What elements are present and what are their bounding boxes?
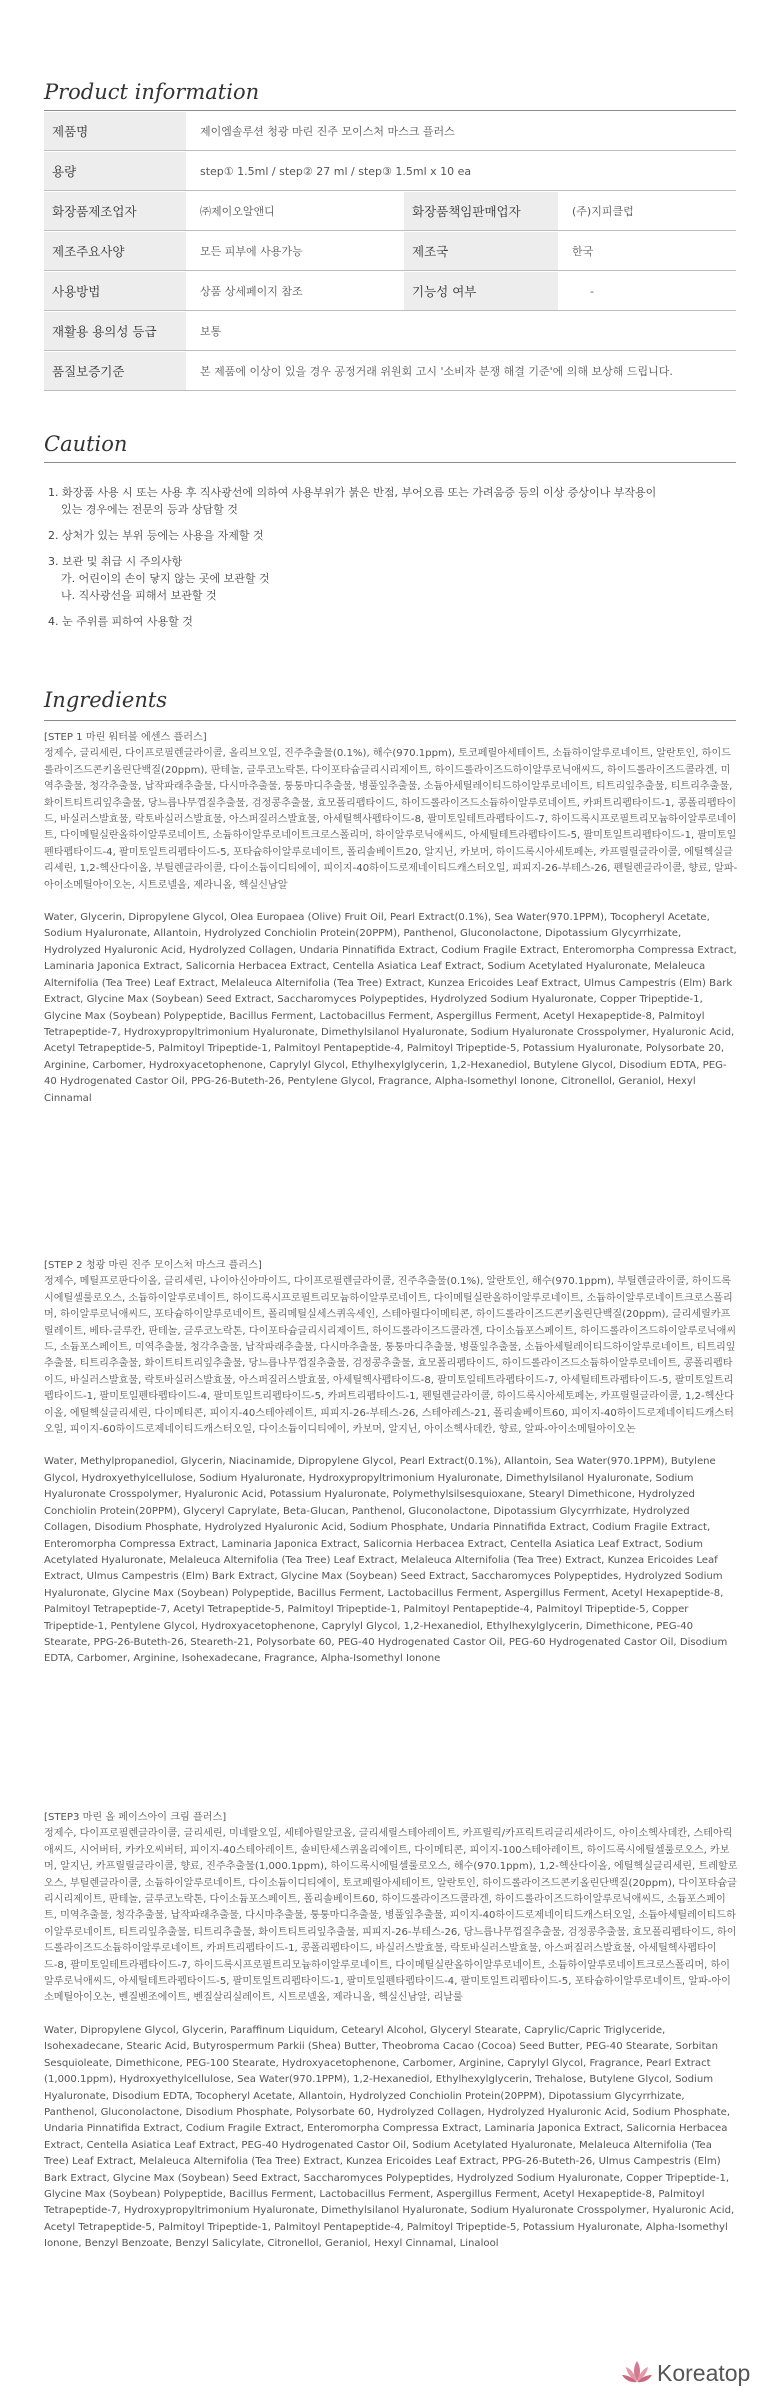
ingredients-step2	[44, 1258, 738, 1668]
koreatop-logo	[621, 2359, 750, 2387]
caution-item	[48, 613, 738, 630]
divider	[44, 230, 736, 231]
caution-item	[48, 484, 738, 518]
label-product-name: 제품명	[44, 112, 186, 150]
caution-item	[48, 527, 738, 544]
divider	[44, 270, 736, 271]
label-spec: 제조주요사양	[44, 232, 186, 270]
ingredients-en: Water, Glycerin, Dipropylene Glycol, Olea Europaea (Olive) Fruit Oil, Pearl Extract(0.1%), Sea Water(970.1PPM), Tocopheryl Acetate, Sodium Hyaluronate, Allantoin, Hydrolyzed Conchiolin Protein(20PPM), Panthenol, Gluconolactone, Dipotassium Glycyrrhizate, Hydrolyzed Hyaluronic Acid, Hydrolyzed Collagen, Undaria Pinnatifida Extract, Codium Fragile Extract, Enteromorpha Compressa Extract, Laminaria Japonica Extract, Salicornia Herbacea Extract, Centella Asiatica Leaf Extract, Sodium Acetylated Hyaluronate, Melaleuca Alternifolia (Tea Tree) Leaf Extract, Melaleuca Alternifolia (Tea Tree) Extract, Kunzea Ericoides Leaf Extract, Ulmus Campestris (Elm) Bark Extract, Glycine Max (Soybean) Seed Extract, Saccharomyces Polypeptides, Hydrolyzed Sodium Hyaluronate, Copper Tripeptide-1, Glycine Max (Soybean) Polypeptide, Bacillus Ferment, Lactobacillus Ferment, Aspergillus Ferment, Acetyl Hexapeptide-8, Palmitoyl Tetrapeptide-7, Hydroxypropyltrimonium Hyaluronate, Dimethylsilanol Hyaluronate, Sodium Hyaluronate Crosspolymer, Hyaluronic Acid, Acetyl Tetrapeptide-5, Palmitoyl Tripeptide-1, Palmitoyl Pentapeptide-4, Palmitoyl Tripeptide-5, Potassium Hyaluronate, Polysorbate 20, Arginine, Carbomer, Hydroxyacetophenone, Caprylyl Glycol, Ethylhexylglycerin, 1,2-Hexanediol, Butylene Glycol, Disodium EDTA, PEG-40 Hydrogenated Castor Oil, PPG-26-Buteth-26, Pentylene Glycol, Fragrance, Alpha-Isomethyl Ionone, Citronellol, Geraniol, Hexyl Cinnamal	[44, 912, 737, 1104]
value-spec: 모든 피부에 사용가능	[200, 245, 303, 258]
caution-text: 3. 보관 및 취급 시 주의사항	[48, 555, 183, 568]
step-heading: [STEP 1 마린 워터볼 에센스 플러스]	[44, 732, 207, 743]
value-functional: -	[590, 284, 594, 298]
ingredients-title: Ingredients	[44, 688, 168, 712]
ingredients-ko: 정제수, 글리세린, 다이프로필렌글라이콜, 올리브오일, 진주추출물(0.1%), 해수(970.1ppm), 토코페릴아세테이트, 소듐하이알루로네이트, 알란토인, 하이드롤라이즈드콘키올린단백질(20ppm), 판테놀, 글루코노락톤, 다이포타슘글리시리제이트, 하이드롤라이즈드하이알루로닉애씨드, 하이드롤라이즈드콜라겐, 미역추출물, 청각추출물, 납작파래추출물, 다시마추출물, 퉁퉁마디추출물, 병풀잎추출물, 소듐아세틸레이티드하이알루로네이트, 티트리잎추출물, 티트리추출물, 화이트티트리잎추출물, 당느릅나무껍질추출물, 검정콩추출물, 효모폴리펩타이드, 하이드롤라이즈드소듐하이알루로네이트, 카퍼트리펩타이드-1, 콩폴리펩타이드, 바실러스발효물, 락토바실러스발효물, 아스퍼질러스발효물, 아세틸헥사펩타이드-8, 팔미토일테트라펩타이드-7, 하이드록시프로필트리모늄하이알루로네이트, 다이메틸실란올하이알루로네이트, 소듐하이알루로네이트크로스폴리머, 하이알루로닉애씨드, 아세틸테트라펩타이드-5, 팔미토일트리펩타이드-1, 팔미토일펜타펩타이드-4, 팔미토일트리펩타이드-5, 포타슘하이알루로네이트, 폴리솔베이트20, 알지닌, 카보머, 하이드록시아세토페논, 카프릴릴글라이콜, 에틸헥실글리세린, 1,2-헥산다이올, 부틸렌글라이콜, 다이소듐이디티에이, 피이지-40하이드로제네이티드캐스터오일, 피피지-26-부테스-26, 펜틸렌글라이콜, 향료, 알파-아이소메틸아이오논, 시트로넬올, 제라니올, 헥실신남알	[44, 748, 738, 891]
divider	[44, 110, 736, 111]
caution-title: Caution	[44, 432, 128, 456]
label-usage: 사용방법	[44, 272, 186, 310]
label-distributor: 화장품책임판매업자	[404, 192, 558, 230]
value-distributor: (주)지피클럽	[572, 205, 634, 218]
ingredients-step3	[44, 1810, 738, 2253]
lotus-icon	[621, 2359, 653, 2387]
value-quality: 본 제품에 이상이 있을 경우 공정거래 위원회 고시 '소비자 분쟁 해결 기준'에 의해 보상해 드립니다.	[200, 365, 673, 378]
caution-text: 1. 화장품 사용 시 또는 사용 후 직사광선에 의하여 사용부위가 붉은 반점, 부어오름 또는 가려움증 등의 이상 증상이나 부작용이	[48, 486, 657, 499]
logo-text: Koreatop	[657, 2359, 751, 2386]
caution-list	[48, 484, 738, 639]
label-functional: 기능성 여부	[404, 272, 558, 310]
value-recycle: 보통	[200, 325, 222, 338]
value-product-name: 제이엠솔루션 청광 마린 진주 모이스처 마스크 플러스	[200, 125, 455, 138]
label-volume: 용량	[44, 152, 186, 190]
ingredients-step1	[44, 730, 738, 1107]
ingredients-en: Water, Dipropylene Glycol, Glycerin, Paraffinum Liquidum, Cetearyl Alcohol, Glyceryl Stearate, Caprylic/Capric Triglyceride, Isohexadecane, Stearic Acid, Butyrospermum Parkii (Shea) Butter, Theobroma Cacao (Cocoa) Seed Butter, PEG-40 Stearate, Sorbitan Sesquioleate, Dimethicone, PEG-100 Stearate, Hydroxyacetophenone, Carbomer, Arginine, Caprylyl Glycol, Fragrance, Pearl Extract (1,000.1ppm), Hydroxyethylcellulose, Sea Water(970.1PPM), 1,2-Hexanediol, Ethylhexylglycerin, Trehalose, Butylene Glycol, Sodium Hyaluronate, Disodium EDTA, Tocopheryl Acetate, Allantoin, Hydrolyzed Conchiolin Protein(20PPM), Dipotassium Glycyrrhizate, Panthenol, Gluconolactone, Disodium Phosphate, Polysorbate 60, Hydrolyzed Collagen, Hydrolyzed Hyaluronic Acid, Sodium Phosphate, Undaria Pinnatifida Extract, Codium Fragile Extract, Enteromorpha Compressa Extract, Laminaria Japonica Extract, Salicornia Herbacea Extract, Centella Asiatica Leaf Extract, PEG-40 Hydrogenated Castor Oil, Sodium Acetylated Hyaluronate, Melaleuca Alternifolia (Tea Tree) Leaf Extract, Melaleuca Alternifolia (Tea Tree) Extract, Kunzea Ericoides Leaf Extract, PPG-26-Buteth-26, Ulmus Campestris (Elm) Bark Extract, Glycine Max (Soybean) Seed Extract, Saccharomyces Polypeptides, Hydrolyzed Sodium Hyaluronate, Copper Tripeptide-1, Glycine Max (Soybean) Polypeptide, Bacillus Ferment, Lactobacillus Ferment, Aspergillus Ferment, Acetyl Hexapeptide-8, Palmitoyl Tetrapeptide-7, Hydroxypropyltrimonium Hyaluronate, Dimethylsilanol Hyaluronate, Sodium Hyaluronate Crosspolymer, Hyaluronic Acid, Acetyl Tetrapeptide-5, Palmitoyl Tripeptide-1, Palmitoyl Pentapeptide-4, Palmitoyl Tripeptide-5, Potassium Hyaluronate, Alpha-Isomethyl Ionone, Benzyl Benzoate, Benzyl Salicylate, Citronellol, Geraniol, Hexyl Cinnamal, Linalool	[44, 2024, 735, 2250]
caution-subitem: 나. 직사광선을 피해서 보관할 것	[61, 589, 217, 602]
ingredients-en: Water, Methylpropanediol, Glycerin, Niacinamide, Dipropylene Glycol, Pearl Extract(0.1%), Allantoin, Sea Water(970.1PPM), Butylene Glycol, Hydroxyethylcellulose, Sodium Hyaluronate, Hydroxypropyltrimonium Hyaluronate, Dimethylsilanol Hyaluronate, Sodium Hyaluronate Crosspolymer, Hyaluronic Acid, Potassium Hyaluronate, Polymethylsilsesquioxane, Stearyl Dimethicone, Hydrolyzed Conchiolin Protein(20PPM), Glyceryl Caprylate, Beta-Glucan, Panthenol, Gluconolactone, Dipotassium Glycyrrhizate, Hydrolyzed Collagen, Disodium Phosphate, Hydrolyzed Hyaluronic Acid, Sodium Phosphate, Undaria Pinnatifida Extract, Codium Fragile Extract, Enteromorpha Compressa Extract, Laminaria Japonica Extract, Salicornia Herbacea Extract, Centella Asiatica Leaf Extract, Sodium Acetylated Hyaluronate, Melaleuca Alternifolia (Tea Tree) Leaf Extract, Melaleuca Alternifolia (Tea Tree) Extract, Kunzea Ericoides Leaf Extract, Ulmus Campestris (Elm) Bark Extract, Glycine Max (Soybean) Seed Extract, Saccharomyces Polypeptides, Hydrolyzed Sodium Hyaluronate, Glycine Max (Soybean) Polypeptide, Bacillus Ferment, Lactobacillus Ferment, Aspergillus Ferment, Acetyl Hexapeptide-8, Palmitoyl Tetrapeptide-7, Acetyl Tetrapeptide-5, Palmitoyl Tripeptide-1, Palmitoyl Pentapeptide-4, Palmitoyl Tripeptide-5, Copper Tripeptide-1, Pentylene Glycol, Hydroxyacetophenone, Caprylyl Glycol, 1,2-Hexanediol, Ethylhexylglycerin, Dimethicone, PEG-40 Stearate, PPG-26-Buteth-26, Steareth-21, Polysorbate 60, PEG-40 Hydrogenated Castor Oil, PEG-60 Hydrogenated Castor Oil, Disodium EDTA, Carbomer, Arginine, Isohexadecane, Fragrance, Alpha-Isomethyl Ionone	[44, 1456, 728, 1665]
product-info-title: Product information	[44, 80, 260, 104]
divider	[44, 310, 736, 311]
label-quality: 품질보증기준	[44, 352, 186, 390]
caution-item	[48, 553, 738, 604]
ingredients-ko: 정제수, 다이프로필렌글라이콜, 글리세린, 미네랄오일, 세테아릴알코올, 글리세릴스테아레이트, 카프릴릭/카프릭트리글리세라이드, 아이소헥사데칸, 스테아릭애씨드, 시어버터, 카카오씨버터, 피이지-40스테아레이트, 솔비탄세스퀴올리에이트, 다이메티콘, 피이지-100스테아레이트, 하이드록시에틸셀룰로오스, 카보머, 알지닌, 카프릴릴글라이콜, 향료, 진주추출물(1,000.1ppm), 하이드록시에틸셀룰로오스, 해수(970.1ppm), 1,2-헥산다이올, 에틸헥실글리세린, 트레할로오스, 부틸렌글라이콜, 소듐하이알루로네이트, 다이소듐이디티에이, 토코페릴아세테이트, 알란토인, 하이드롤라이즈드콘키올린단백질(20ppm), 다이포타슘글리시리제이트, 판테놀, 글루코노락톤, 다이소듐포스페이트, 폴리솔베이트60, 하이드롤라이즈드콜라겐, 하이드롤라이즈드하이알루로닉애씨드, 소듐포스페이트, 미역추출물, 청각추출물, 납작파래추출물, 다시마추출물, 퉁퉁마디추출물, 병풀잎추출물, 피이지-40하이드로제네이티드캐스터오일, 소듐아세틸레이티드하이알루로네이트, 티트리잎추출물, 티트리추출물, 화이트티트리잎추출물, 피피지-26-부테스-26, 당느릅나무껍질추출물, 검정콩추출물, 효모폴리펩타이드, 하이드롤라이즈드소듐하이알루로네이트, 카퍼트리펩타이드-1, 콩폴리펩타이드, 바실러스발효물, 락토바실러스발효물, 아스퍼질러스발효물, 아세틸헥사펩타이드-8, 팔미토일테트라펩타이드-7, 하이드록시프로필트리모늄하이알루로네이트, 다이메틸실란올하이알루로네이트, 소듐하이알루로네이트크로스폴리머, 하이알루로닉애씨드, 아세틸테트라펩타이드-5, 팔미토일트리펩타이드-1, 팔미토일펜타펩타이드-4, 팔미토일트리펩타이드-5, 포타슘하이알루로네이트, 알파-아이소메틸아이오논, 벤질벤조에이트, 벤질살리실레이트, 시트로넬올, 제라니올, 헥실신남알, 리날룰	[44, 1828, 738, 2004]
label-manufacturer: 화장품제조업자	[44, 192, 186, 230]
value-manufacturer: ㈜제이오알앤디	[200, 205, 275, 218]
step-heading: [STEP3 마린 올 페이스아이 크림 플러스]	[44, 1812, 227, 1823]
divider	[44, 150, 736, 151]
divider	[44, 350, 736, 351]
value-volume: step① 1.5ml / step② 27 ml / step③ 1.5ml x 10 ea	[200, 164, 472, 178]
value-country: 한국	[572, 245, 594, 258]
ingredients-ko: 정제수, 메틸프로판다이올, 글리세린, 나이아신아마이드, 다이프로필렌글라이콜, 진주추출물(0.1%), 알란토인, 해수(970.1ppm), 부틸렌글라이콜, 하이드록시에틸셀룰로오스, 소듐하이알루로네이트, 하이드록시프로필트리모늄하이알루로네이트, 다이메틸실란올하이알루로네이트, 소듐하이알루로네이트크로스폴리머, 하이알루로닉애씨드, 포타슘하이알루로네이트, 폴리메틸실세스퀴옥세인, 스테아릴다이메티콘, 하이드롤라이즈드콘키올린단백질(20ppm), 글리세릴카프릴레이트, 베타-글루칸, 판테놀, 글루코노락톤, 다이포타슘글리시리제이트, 하이드롤라이즈드콜라겐, 다이소듐포스페이트, 하이드롤라이즈드하이알루로닉애씨드, 소듐포스페이트, 미역추출물, 청각추출물, 납작파래추출물, 다시마추출물, 퉁퉁마디추출물, 병풀잎추출물, 소듐아세틸레이티드하이알루로네이트, 티트리잎추출물, 티트리추출물, 화이트티트리잎추출물, 당느릅나무껍질추출물, 검정콩추출물, 효모폴리펩타이드, 하이드롤라이즈드소듐하이알루로네이트, 콩폴리펩타이드, 바실러스발효물, 락토바실러스발효물, 아스퍼질러스발효물, 아세틸헥사펩타이드-8, 팔미토일테트라펩타이드-7, 아세틸테트라펩타이드-5, 팔미토일트리펩타이드-1, 팔미토일펜타펩타이드-4, 팔미토일트리펩타이드-5, 카퍼트리펩타이드-1, 펜틸렌글라이콜, 하이드록시아세토페논, 카프릴릴글라이콜, 1,2-헥산다이올, 에틸헥실글리세린, 다이메티콘, 피이지-40스테아레이트, 피피지-26-부테스-26, 스테아레스-21, 폴리솔베이트60, 피이지-40하이드로제네이티드캐스터오일, 피이지-60하이드로제네이티드캐스터오일, 다이소듐이디티에이, 카보머, 알지닌, 아이소헥사데칸, 향료, 알파-아이소메틸아이오논	[44, 1276, 737, 1436]
label-recycle: 재활용 용의성 등급	[44, 312, 186, 350]
caution-subitem: 가. 어린이의 손이 닿지 않는 곳에 보관할 것	[61, 572, 270, 585]
divider	[44, 720, 736, 721]
divider	[44, 190, 736, 191]
value-usage: 상품 상세페이지 참조	[200, 285, 303, 298]
step-heading: [STEP 2 청광 마린 진주 모이스처 마스크 플러스]	[44, 1260, 262, 1271]
divider	[44, 390, 736, 391]
caution-text-cont: 있는 경우에는 전문의 등과 상담할 것	[61, 503, 238, 516]
caution-text: 4. 눈 주위를 피하여 사용할 것	[48, 615, 193, 628]
caution-text: 2. 상처가 있는 부위 등에는 사용을 자제할 것	[48, 529, 264, 542]
label-country: 제조국	[404, 232, 558, 270]
divider	[44, 462, 736, 463]
